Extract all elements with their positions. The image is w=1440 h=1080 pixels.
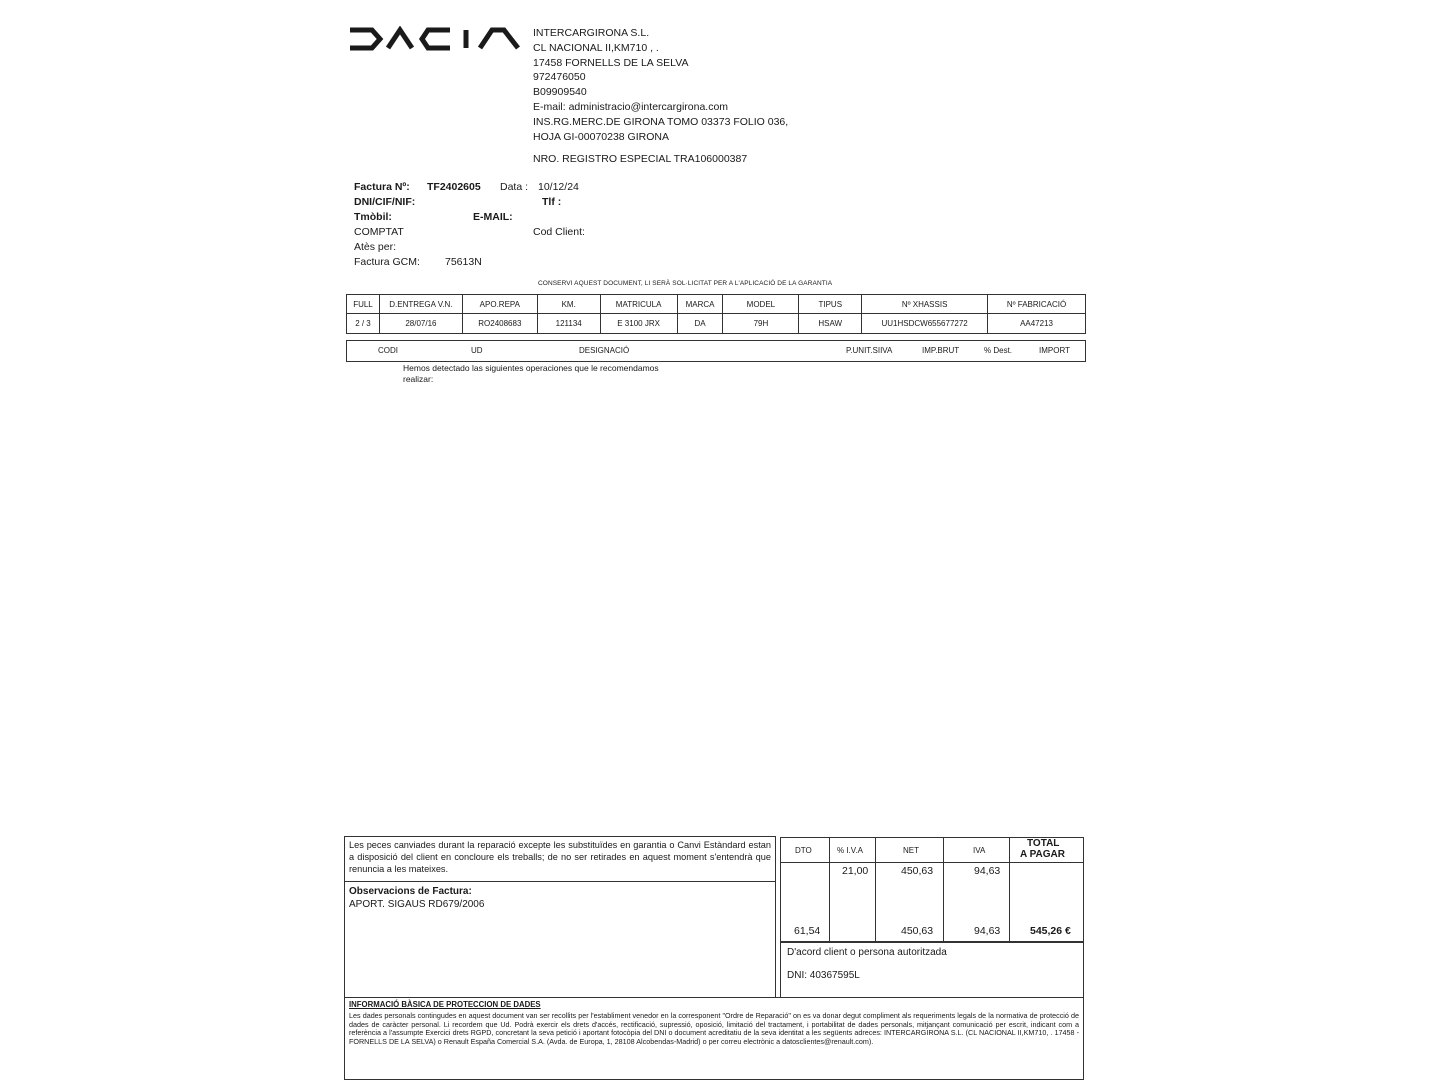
- invoice-lines-header: [346, 340, 1086, 362]
- dacia-logo: [348, 26, 526, 52]
- vehicle-cell: HSAW: [799, 314, 862, 334]
- vehicle-cell: 2 / 3: [347, 314, 380, 334]
- totals-net: 450,63: [901, 865, 934, 877]
- invoice-date-label: Data :: [500, 181, 529, 193]
- vehicle-cell: 121134: [537, 314, 600, 334]
- company-info: [533, 26, 788, 144]
- data-protection-title: INFORMACIÓ BÀSICA DE PROTECCION DE DADES: [349, 1000, 541, 1009]
- totals-header-total2: A PAGAR: [1020, 849, 1065, 860]
- vehicle-cell: DA: [677, 314, 723, 334]
- total-to-pay: 545,26 €: [1030, 925, 1071, 937]
- warranty-notice: CONSERVI AQUEST DOCUMENT, LI SERÀ SOL·LICITAT PER A L'APLICACIÓ DE LA GARANTIA: [538, 280, 833, 287]
- totals-header-net: NET: [903, 846, 919, 855]
- totals-box: [780, 837, 1084, 942]
- vehicle-header: KM.: [537, 295, 600, 314]
- company-register2: HOJA GI-00070238 GIRONA: [533, 130, 669, 143]
- col-gross: IMP.BRUT: [922, 346, 960, 355]
- totals-iva: 94,63: [974, 865, 1001, 877]
- vehicle-header: MARCA: [677, 295, 723, 314]
- vehicle-header: MATRICULA: [600, 295, 677, 314]
- vehicle-header: Nº XHASSIS: [862, 295, 988, 314]
- invoice-info: [354, 180, 585, 270]
- vehicle-table: [346, 294, 1086, 334]
- tel-label: Tlf :: [542, 196, 562, 208]
- vehicle-cell: UU1HSDCW655677272: [862, 314, 988, 334]
- invoice-date: 10/12/24: [538, 181, 579, 193]
- special-register: NRO. REGISTRO ESPECIAL TRA106000387: [533, 153, 748, 165]
- vehicle-cell: 79H: [723, 314, 799, 334]
- col-codi: CODI: [378, 346, 398, 355]
- company-email: E-mail: administracio@intercargirona.com: [533, 100, 729, 113]
- observations-title: Observacions de Factura:: [349, 886, 472, 897]
- data-protection-text: Les dades personals contingudes en aquest document van ser recollits per l'establiment venedor en la corresponent "Ordre de Reparació" on es va donar degut compliment als requeriments legals de la normativa de protecció de dades de caràcter personal. Li recordem que Ud. Podrà exercir els drets d'accés, rectificació, supressió, oposició, limitació del tractament, i portabilitat de dades personals, mitjançant comunicació per escrit, indicant com a referència a l'assumpte Exercici drets RGPD, concretant la seva petició i aportant fotocòpia del DNI o document acreditatiu de la seva identitat a les següents adreces: INTERCARGIRONA S.L. (CL NACIONAL II,KM710, . 17458 - FORNELLS DE LA SELVA) o Renault España Comercial S.A. (Avda. de Europa, 1, 28108 Alcobendas-Madrid) o per correu electrònic a datosclientes@renault.com).: [349, 1010, 1079, 1047]
- email-label: E-MAIL:: [473, 211, 513, 223]
- company-phone: 972476050: [533, 71, 586, 84]
- invoice-number-label: Factura Nº:: [354, 181, 410, 193]
- company-register1: INS.RG.MERC.DE GIRONA TOMO 03373 FOLIO 036,: [533, 115, 789, 128]
- vehicle-header: MODEL: [723, 295, 799, 314]
- col-import: IMPORT: [1039, 346, 1070, 355]
- vehicle-header: D.ENTREGA V.N.: [379, 295, 462, 314]
- company-address1: CL NACIONAL II,KM710 , .: [533, 41, 659, 54]
- vehicle-header: FULL: [347, 295, 380, 314]
- data-protection-box: [344, 997, 1084, 1080]
- observations-text: APORT. SIGAUS RD679/2006: [349, 899, 485, 910]
- totals-header-dto: DTO: [795, 846, 812, 855]
- vehicle-header: APO.REPA: [462, 295, 537, 314]
- authorization-text: D'acord client o persona autoritzada: [787, 947, 947, 958]
- payment-method: COMPTAT: [354, 226, 404, 238]
- authorization-box: [780, 942, 1084, 998]
- company-cif: B09909540: [533, 86, 587, 99]
- totals-header-total1: TOTAL: [1027, 838, 1060, 849]
- col-ud: UD: [471, 346, 483, 355]
- recommendation-line2: realizar:: [403, 374, 434, 384]
- mobile-label: Tmòbil:: [354, 211, 392, 223]
- vehicle-cell: E 3100 JRX: [600, 314, 677, 334]
- totals-header-iva: IVA: [973, 846, 986, 855]
- company-name: INTERCARGIRONA S.L.: [533, 27, 650, 39]
- recommendation-message: [403, 363, 733, 385]
- col-unit-price: P.UNIT.SIIVA: [846, 346, 893, 355]
- gcm-label: Factura GCM:: [354, 256, 420, 268]
- replaced-parts-notice: Les peces canviades durant la reparació excepte les substituïdes en garantia o Canvi Estàndard estan a disposició del client en concloure els treballs; de no ser retirades en aquest moment s'entendrà que renuncia a les mateixes.: [344, 836, 776, 882]
- authorization-dni: DNI: 40367595L: [787, 970, 860, 981]
- company-address2: 17458 FORNELLS DE LA SELVA: [533, 56, 689, 69]
- attended-label: Atès per:: [354, 241, 397, 253]
- invoice-number: TF2402605: [427, 181, 481, 193]
- dni-label: DNI/CIF/NIF:: [354, 196, 416, 208]
- observations-box: [344, 881, 776, 998]
- gcm-value: 75613N: [445, 256, 482, 268]
- totals-header-iva-pct: % I.V.A: [837, 846, 863, 855]
- vehicle-header: Nº FABRICACIÓ: [988, 295, 1086, 314]
- totals-iva-total: 94,63: [974, 925, 1001, 937]
- vehicle-cell: AA47213: [988, 314, 1086, 334]
- vehicle-header: TIPUS: [799, 295, 862, 314]
- client-code-label: Cod Client:: [533, 226, 585, 238]
- totals-iva-pct: 21,00: [842, 865, 869, 877]
- col-discount: % Dest.: [984, 346, 1013, 355]
- col-designacio: DESIGNACIÓ: [579, 346, 630, 355]
- vehicle-cell: RO2408683: [462, 314, 537, 334]
- totals-dto: 61,54: [794, 925, 821, 937]
- recommendation-line1: Hemos detectado las siguientes operaciones que le recomendamos: [403, 363, 659, 373]
- totals-net-total: 450,63: [901, 925, 934, 937]
- vehicle-cell: 28/07/16: [379, 314, 462, 334]
